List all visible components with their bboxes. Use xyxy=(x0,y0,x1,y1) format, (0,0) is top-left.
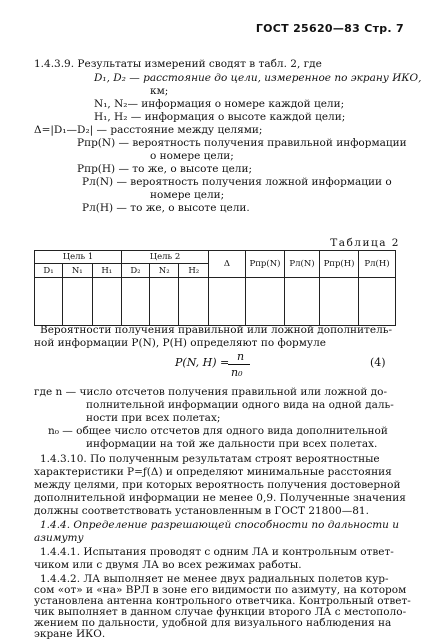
def-h: H₁, H₂ — информация о высоте каждой цели; xyxy=(94,111,346,123)
para2-line1: Вероятности получения правильной или ложной дополнитель- xyxy=(40,324,393,336)
col-h1: H₁ xyxy=(92,264,121,278)
para3-line2: характеристики P=ƒ(Δ) и определяют минимальные расстояния xyxy=(34,466,392,478)
para5-line5: жением по дальности, удобной для визуального наблюдения на xyxy=(34,617,392,629)
col-ppr-n: Pпр(N) xyxy=(246,251,285,278)
col-n2: N₂ xyxy=(149,264,179,278)
def-ppr-n-cont: о номере цели; xyxy=(150,150,234,162)
group-target-1: Цель 1 xyxy=(35,251,122,264)
para5-line2: сом «от» и «на» ВРЛ в зоне его видимости по азимуту, на котором xyxy=(34,584,407,596)
def-ppr-h: Pпр(H) — то же, о высоте цели; xyxy=(77,163,252,175)
def-d-cont: км; xyxy=(150,85,169,97)
fraction-bar xyxy=(228,364,250,365)
para2-line2: ной информации P(N), P(H) определяют по формуле xyxy=(34,337,326,349)
def-d: D₁, D₂ — расстояние до цели, измеренное по экрану ИКО, xyxy=(94,72,422,84)
def-n: N₁, N₂— информация о номере каждой цели; xyxy=(94,98,345,110)
para5-line1: 1.4.4.2. ЛА выполняет не менее двух радиальных полетов кур- xyxy=(40,573,389,585)
col-ppr-h: Pпр(H) xyxy=(320,251,359,278)
where-line5: информации на той же дальности при всех полетах. xyxy=(86,438,378,450)
para5-line4: чик выполняет в данном случае функции второго ЛА с местополо- xyxy=(34,606,407,618)
formula-lhs: P(N, H) = xyxy=(175,356,230,369)
col-delta: Δ xyxy=(209,251,246,278)
formula-den: n₀ xyxy=(231,366,243,379)
para5-line6: экране ИКО. xyxy=(34,628,106,640)
para3-line4: дополнительной информации не менее 0,9. Полученные значения xyxy=(34,492,406,504)
def-pl-n-cont: номере цели; xyxy=(150,189,225,201)
where-line1: где n — число отсчетов получения правильной или ложной до- xyxy=(34,386,388,398)
group-target-2: Цель 2 xyxy=(121,251,208,264)
para3-line5: должны соответствовать установленным в ГОСТ 21800—81. xyxy=(34,505,369,517)
table-row xyxy=(35,278,396,326)
equation-number: (4) xyxy=(370,356,386,369)
para5-line3: установлена антенна контрольного ответчика. Контрольный ответ- xyxy=(34,595,411,607)
heading-1-4-4: 1.4.4. Определение разрешающей способности по дальности и xyxy=(40,519,400,531)
def-delta: Δ=|D₁—D₂| — расстояние между целями; xyxy=(34,124,263,136)
page-header: ГОСТ 25620—83 Стр. 7 xyxy=(255,22,404,35)
where-line3: ности при всех полетах; xyxy=(86,412,221,424)
formula-num: n xyxy=(237,350,245,363)
where-line4: n₀ — общее число отсчетов для одного вида дополнительной xyxy=(48,425,388,437)
para4-line1: 1.4.4.1. Испытания проводят с одним ЛА и контрольным ответ- xyxy=(40,546,394,558)
col-d1: D₁ xyxy=(35,264,63,278)
def-pl-h: Pл(H) — то же, о высоте цели. xyxy=(82,202,250,214)
heading-1-4-4-cont: азимуту xyxy=(34,532,84,544)
para3-line1: 1.4.3.10. По полученным результатам строят вероятностные xyxy=(40,453,380,465)
col-n1: N₁ xyxy=(62,264,92,278)
para4-line2: чиком или с двумя ЛА во всех режимах работы. xyxy=(34,559,302,571)
where-line2: полнительной информации одного вида на одной даль- xyxy=(86,399,394,411)
col-h2: H₂ xyxy=(179,264,209,278)
col-pl-h: Pл(H) xyxy=(359,251,396,278)
table-caption: Таблица 2 xyxy=(330,237,400,249)
section-1-4-3-9: 1.4.3.9. Результаты измерений сводят в табл. 2, где xyxy=(34,58,322,70)
para3-line3: между целями, при которых вероятность получения достоверной xyxy=(34,479,401,491)
def-ppr-n: Pпр(N) — вероятность получения правильной информации xyxy=(77,137,407,149)
col-d2: D₂ xyxy=(121,264,149,278)
table-2 xyxy=(34,250,396,326)
col-pl-n: Pл(N) xyxy=(285,251,320,278)
def-pl-n: Pл(N) — вероятность получения ложной информации о xyxy=(82,176,392,188)
